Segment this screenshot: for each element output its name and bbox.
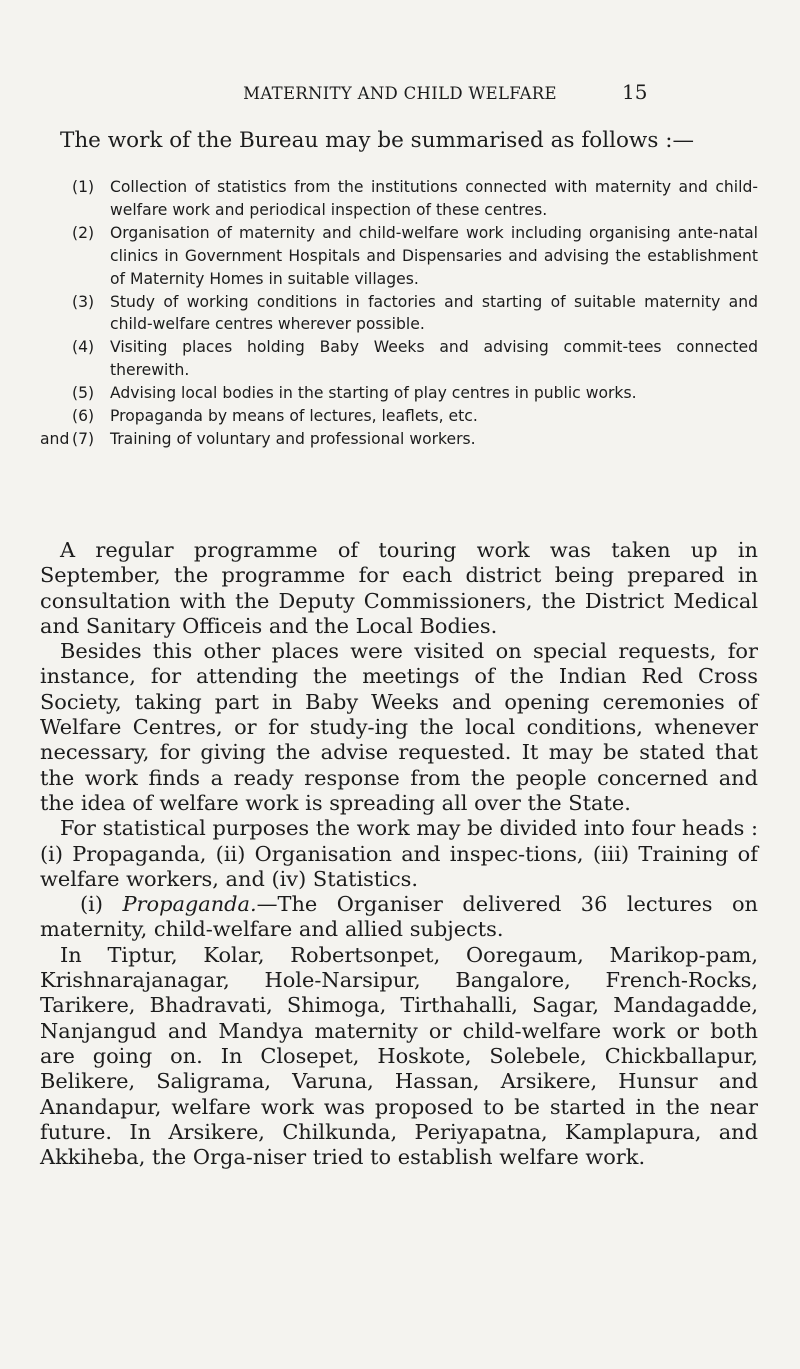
body-text	[40, 538, 758, 1170]
paragraph-places: In Tiptur, Kolar, Robertsonpet, Ooregaum, Marikop-pam, Krishnarajanagar, Hole-Narsipur, Bangalore, French-Rocks, Tarikere, Bhadravati, Shimoga, Tirthahalli, Sagar, Mandagadde, Nanjangud and Mandya maternity or child-welfare work or both are going on. In Closepet, Hoskote, Solebele, Chickballapur, Belikere, Saligrama, Varuna, Hassan, Arsikere, Hunsur and Anandapur, welfare work was proposed to be started in the near future. In Arsikere, Chilkunda, Periyapatna, Kamplapura, and Akkiheba, the Orga-niser tried to establish welfare work.	[40, 942, 758, 1170]
list-item-number: (5)	[72, 384, 95, 403]
list-item	[40, 405, 758, 428]
list-item	[40, 382, 758, 405]
intro-paragraph: The work of the Bureau may be summarised as follows :—	[60, 128, 694, 153]
list-item	[40, 176, 758, 222]
paragraph-touring: A regular programme of touring work was taken up in September, the programme for each district being prepared in consultation with the Deputy Commissioners, the District Medical and Sanitary Officeis and the Local Bodies.	[40, 538, 758, 638]
page-number: 15	[622, 80, 648, 104]
list-item-text: Collection of statistics from the institutions connected with maternity and child-welfare work and periodical inspection of these centres.	[110, 178, 758, 219]
paragraph-statistical-heads: For statistical purposes the work may be divided into four heads : (i) Propaganda, (ii) Organisation and inspec-tions, (iii) Training of welfare workers, and (iv) Statistics.	[40, 816, 758, 891]
running-title: MATERNITY AND CHILD WELFARE	[243, 84, 557, 103]
list-item-text: Organisation of maternity and child-welfare work including organising ante-natal clinics in Government Hospitals and Dispensaries and advising the establishment of Maternity Homes in suitable villages.	[110, 223, 758, 288]
list-item	[40, 222, 758, 291]
propaganda-prefix: (i)	[80, 892, 123, 917]
list-item-text: Visiting places holding Baby Weeks and advising commit-tees connected therewith.	[110, 338, 758, 380]
list-item-lead-word: and	[40, 429, 70, 448]
list-item	[40, 336, 758, 382]
list-item-text: Advising local bodies in the starting of play centres in public works.	[110, 384, 637, 403]
list-item-number: (1)	[72, 178, 95, 196]
list-item	[40, 291, 758, 337]
list-item-number: (2)	[72, 223, 95, 242]
paragraph-propaganda	[40, 892, 758, 943]
list-item-number: (4)	[72, 338, 95, 357]
list-item-text: Training of voluntary and professional workers.	[110, 429, 476, 448]
propaganda-heading: Propaganda.	[122, 892, 257, 917]
list-item-number: (6)	[72, 407, 95, 426]
list-item-number: (7)	[72, 429, 95, 448]
paragraph-special-requests: Besides this other places were visited on special requests, for instance, for attending the meetings of the Indian Red Cross Society, taking part in Baby Weeks and opening ceremonies of Welfare Centres, or for study-ing the local conditions, whenever necessary, for giving the advise requested. It may be stated that the work finds a ready response from the people concerned and the idea of welfare work is spreading all over the State.	[40, 639, 758, 815]
list-item-text: Propaganda by means of lectures, leaflets, etc.	[110, 407, 478, 426]
propaganda-text: —The Organiser delivered 36 lectures on maternity, child-welfare and allied subjects.	[40, 892, 758, 942]
list-item-number: (3)	[72, 292, 95, 311]
list-item-text: Study of working conditions in factories and starting of suitable maternity and child-welfare centres wherever possible.	[110, 292, 758, 334]
list-item	[40, 428, 758, 451]
summary-list	[40, 176, 758, 451]
